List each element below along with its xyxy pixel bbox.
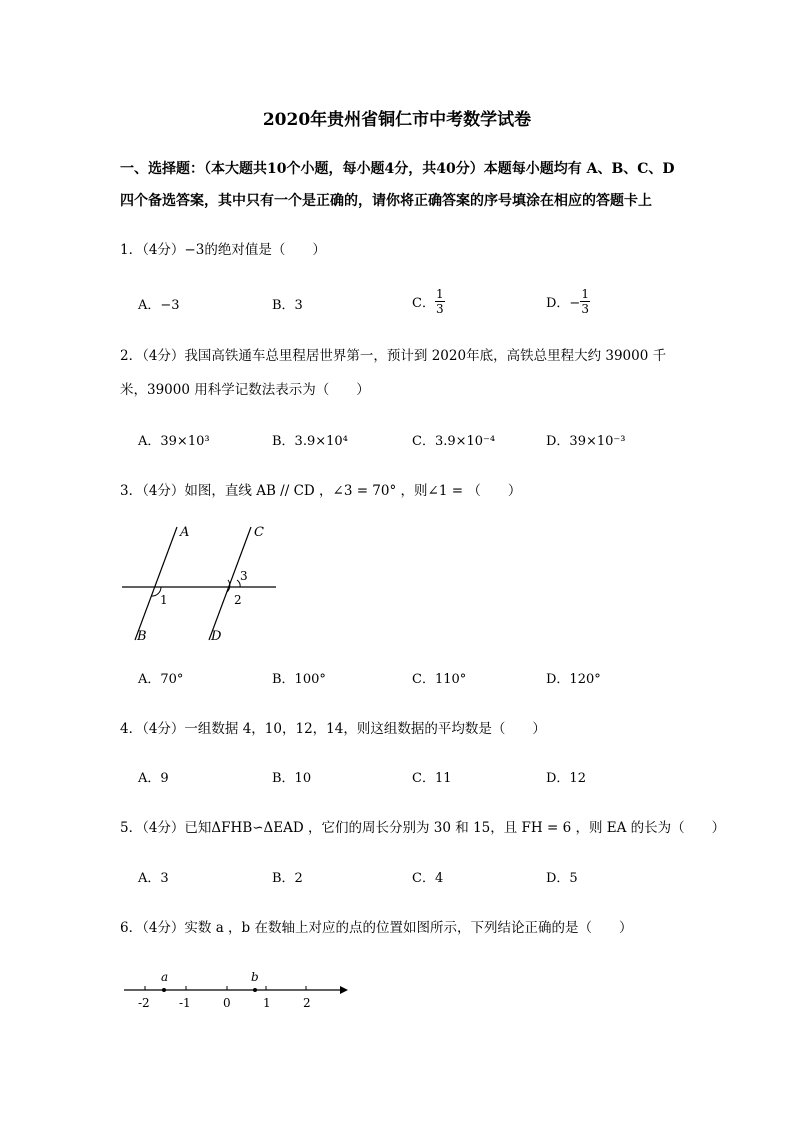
question-2-option-a: A．39×10³ xyxy=(138,434,210,449)
question-3-option-b: B．100° xyxy=(272,672,326,687)
question-2-stem-line2: 米，39000 用科学记数法表示为（ ） xyxy=(120,382,370,398)
question-4-option-c: C．11 xyxy=(412,771,452,786)
point-a-label: a xyxy=(161,970,169,984)
fraction-one-third: $\frac{1}{3}$ xyxy=(581,287,589,316)
question-2-option-d: D．39×10⁻³ xyxy=(546,434,626,449)
question-5-option-d: D．5 xyxy=(546,871,578,886)
question-1-option-b: B．3 xyxy=(272,298,303,313)
question-5-option-b: B．2 xyxy=(272,871,303,886)
label-a: A xyxy=(180,525,190,540)
tick-label-minus-1: -1 xyxy=(179,996,191,1010)
question-1-option-a: A．−3 xyxy=(138,298,180,313)
section-heading-line2: 四个备选答案，其中只有一个是正确的，请你将正确答案的序号填涂在相应的答题卡上 xyxy=(120,193,652,209)
question-3-option-d: D．120° xyxy=(546,672,601,687)
question-5-option-a: A．3 xyxy=(138,871,169,886)
question-3-option-c: C．110° xyxy=(412,672,467,687)
line-ab xyxy=(135,527,177,640)
angle-3-label: 3 xyxy=(240,569,248,583)
option-d-label: D．− xyxy=(546,296,581,311)
question-1-option-c xyxy=(412,287,445,316)
number-line-arrow xyxy=(340,986,348,994)
section-heading-line1: 一、选择题：（本大题共10个小题，每小题4分，共40分）本题每小题均有 A、B、C、D xyxy=(120,161,675,177)
point-a xyxy=(162,988,166,992)
question-1-stem: 1．（4分）−3的绝对值是（ ） xyxy=(120,242,326,258)
question-4-option-b: B．10 xyxy=(272,771,312,786)
question-3-option-a: A．70° xyxy=(138,672,184,687)
question-1-option-d xyxy=(546,287,590,316)
question-4-stem: 4．（4分）一组数据 4，10，12，14，则这组数据的平均数是（ ） xyxy=(120,721,546,737)
question-4-option-d: D．12 xyxy=(546,771,586,786)
point-b-label: b xyxy=(251,970,259,984)
option-c-label: C． xyxy=(412,296,435,311)
angle-1-label: 1 xyxy=(160,593,168,607)
question-2-stem-line1: 2．（4分）我国高铁通车总里程居世界第一，预计到 2020年底，高铁总里程大约 39000 千 xyxy=(120,348,667,364)
angle-2-label: 2 xyxy=(234,593,242,607)
page-title: 2020年贵州省铜仁市中考数学试卷 xyxy=(262,110,532,130)
question-6-stem: 6．（4分）实数 a ，b 在数轴上对应的点的位置如图所示，下列结论正确的是（ ） xyxy=(120,920,633,936)
question-4-option-a: A．9 xyxy=(138,771,169,786)
question-5-stem: 5．（4分）已知ΔFHB∽ΔEAD ，它们的周长分别为 30 和 15，且 FH = 6 ，则 EA 的长为（ ） xyxy=(120,820,726,836)
tick-label-0: 0 xyxy=(223,996,231,1010)
fraction-one-third: $\frac{1}{3}$ xyxy=(435,287,444,316)
question-3-stem: 3．（4分）如图，直线 AB // CD ，∠3 = 70° ，则∠1 = （ ） xyxy=(120,483,522,499)
tick-label-1: 1 xyxy=(263,996,271,1010)
question-5-option-c: C．4 xyxy=(412,871,444,886)
point-b xyxy=(253,988,257,992)
question-2-option-b: B．3.9×10⁴ xyxy=(272,434,348,449)
parallel-lines-figure xyxy=(118,520,283,650)
label-d: D xyxy=(211,629,222,644)
tick-label-minus-2: -2 xyxy=(138,996,150,1010)
question-2-option-c: C．3.9×10⁻⁴ xyxy=(412,434,496,449)
label-b: B xyxy=(137,629,147,644)
number-line-figure xyxy=(118,965,353,1010)
tick-label-2: 2 xyxy=(303,996,311,1010)
label-c: C xyxy=(254,525,264,540)
